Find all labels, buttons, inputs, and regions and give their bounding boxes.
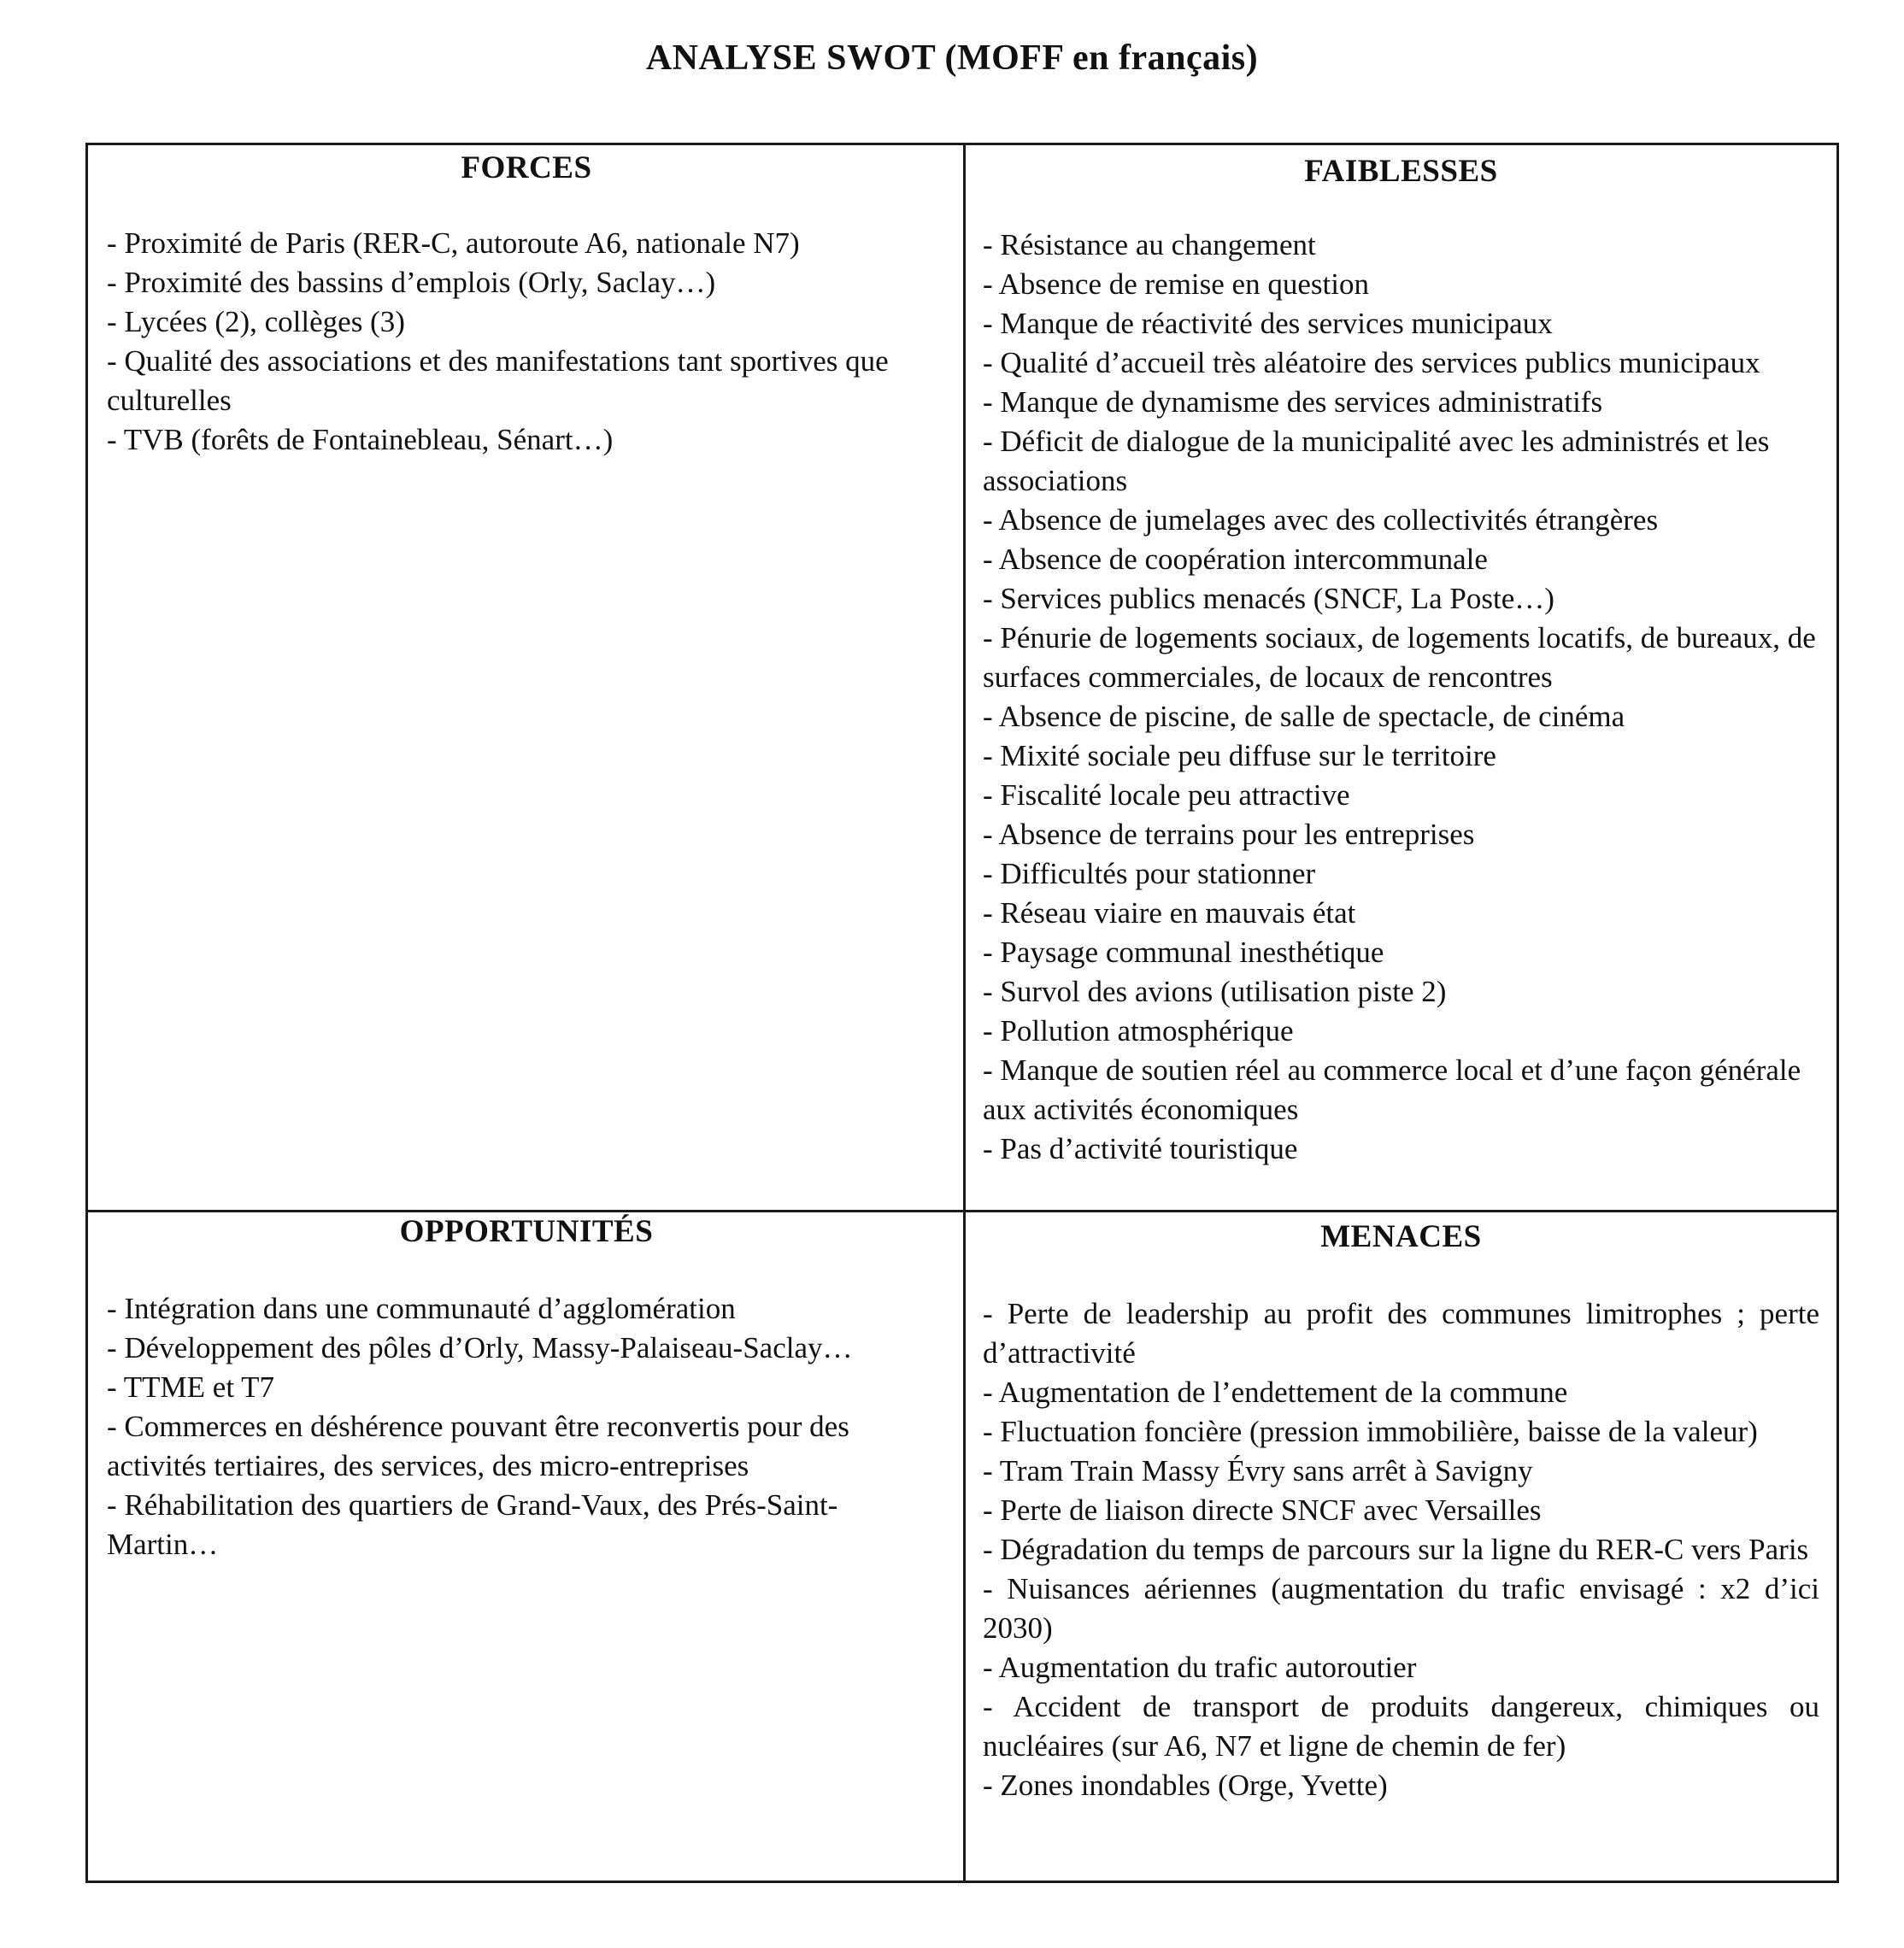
forces-quadrant (88, 145, 963, 1210)
faiblesses-item: - Manque de dynamisme des services administratifs (983, 385, 1603, 419)
forces-heading: FORCES (461, 150, 592, 185)
forces-item: - Lycées (2), collèges (3) (107, 305, 405, 338)
faiblesses-item: - Qualité d’accueil très aléatoire des services publics municipaux (983, 346, 1760, 379)
forces-list (107, 224, 946, 460)
forces-item: - Proximité des bassins d’emplois (Orly, Saclay…) (107, 266, 716, 299)
menaces-item: - Augmentation du trafic autoroutier (983, 1651, 1417, 1684)
faiblesses-heading: FAIBLESSES (1304, 154, 1498, 189)
menaces-item: - Dégradation du temps de parcours sur la ligne du RER-C vers Paris (983, 1533, 1809, 1566)
faiblesses-item: - Pollution atmosphérique (983, 1014, 1294, 1047)
menaces-list (983, 1294, 1819, 1805)
menaces-item: - Tram Train Massy Évry sans arrêt à Savigny (983, 1454, 1533, 1487)
opportunites-item: - Intégration dans une communauté d’agglomération (107, 1292, 736, 1325)
faiblesses-item: - Absence de jumelages avec des collectivités étrangères (983, 503, 1659, 537)
opportunites-item: - TTME et T7 (107, 1370, 275, 1404)
faiblesses-item: - Déficit de dialogue de la municipalité avec les administrés et les associations (983, 425, 1770, 497)
opportunites-item: - Réhabilitation des quartiers de Grand-Vaux, des Prés-Saint-Martin… (107, 1488, 838, 1561)
faiblesses-item: - Absence de remise en question (983, 267, 1369, 301)
faiblesses-item: - Mixité sociale peu diffuse sur le territoire (983, 739, 1496, 772)
menaces-item: - Perte de leadership au profit des communes limitrophes ; perte d’attractivité (983, 1297, 1819, 1370)
menaces-item: - Augmentation de l’endettement de la commune (983, 1376, 1568, 1409)
menaces-item: - Nuisances aériennes (augmentation du trafic envisagé : x2 d’ici 2030) (983, 1572, 1819, 1645)
faiblesses-item: - Pas d’activité touristique (983, 1132, 1298, 1165)
menaces-item: - Fluctuation foncière (pression immobilière, baisse de la valeur) (983, 1415, 1758, 1448)
faiblesses-item: - Difficultés pour stationner (983, 857, 1316, 890)
menaces-quadrant (966, 1212, 1836, 1881)
faiblesses-list (983, 226, 1819, 1169)
menaces-item: - Perte de liaison directe SNCF avec Versailles (983, 1493, 1542, 1527)
faiblesses-item: - Réseau viaire en mauvais état (983, 896, 1356, 930)
faiblesses-item: - Manque de réactivité des services municipaux (983, 307, 1553, 340)
page-title: ANALYSE SWOT (MOFF en français) (645, 38, 1259, 78)
menaces-item: - Accident de transport de produits dangereux, chimiques ou nucléaires (sur A6, N7 et ligne de chemin de fer) (983, 1690, 1819, 1763)
faiblesses-item: - Résistance au changement (983, 228, 1316, 261)
forces-item: - Proximité de Paris (RER-C, autoroute A6, nationale N7) (107, 226, 800, 260)
faiblesses-item: - Services publics menacés (SNCF, La Poste…) (983, 582, 1554, 615)
opportunites-quadrant (88, 1212, 963, 1881)
menaces-item: - Zones inondables (Orge, Yvette) (983, 1769, 1388, 1802)
opportunites-item: - Développement des pôles d’Orly, Massy-Palaiseau-Saclay… (107, 1331, 853, 1364)
faiblesses-item: - Absence de terrains pour les entreprises (983, 818, 1475, 851)
faiblesses-item: - Survol des avions (utilisation piste 2) (983, 975, 1447, 1008)
faiblesses-quadrant (966, 145, 1836, 1210)
faiblesses-item: - Pénurie de logements sociaux, de logements locatifs, de bureaux, de surfaces commerciales, de locaux de rencontres (983, 621, 1816, 694)
faiblesses-item: - Fiscalité locale peu attractive (983, 778, 1350, 812)
opportunites-heading: OPPORTUNITÉS (399, 1214, 654, 1249)
opportunites-list (107, 1289, 946, 1564)
forces-item: - TVB (forêts de Fontainebleau, Sénart…) (107, 423, 614, 456)
faiblesses-item: - Absence de coopération intercommunale (983, 543, 1488, 576)
faiblesses-item: - Manque de soutien réel au commerce local et d’une façon générale aux activités économiques (983, 1053, 1801, 1126)
faiblesses-item: - Paysage communal inesthétique (983, 936, 1384, 969)
swot-table (85, 143, 1839, 1883)
menaces-heading: MENACES (1320, 1219, 1482, 1254)
opportunites-item: - Commerces en déshérence pouvant être reconvertis pour des activités tertiaires, des services, des micro-entreprises (107, 1410, 849, 1482)
faiblesses-item: - Absence de piscine, de salle de spectacle, de cinéma (983, 700, 1625, 733)
forces-item: - Qualité des associations et des manifestations tant sportives que culturelles (107, 344, 889, 417)
